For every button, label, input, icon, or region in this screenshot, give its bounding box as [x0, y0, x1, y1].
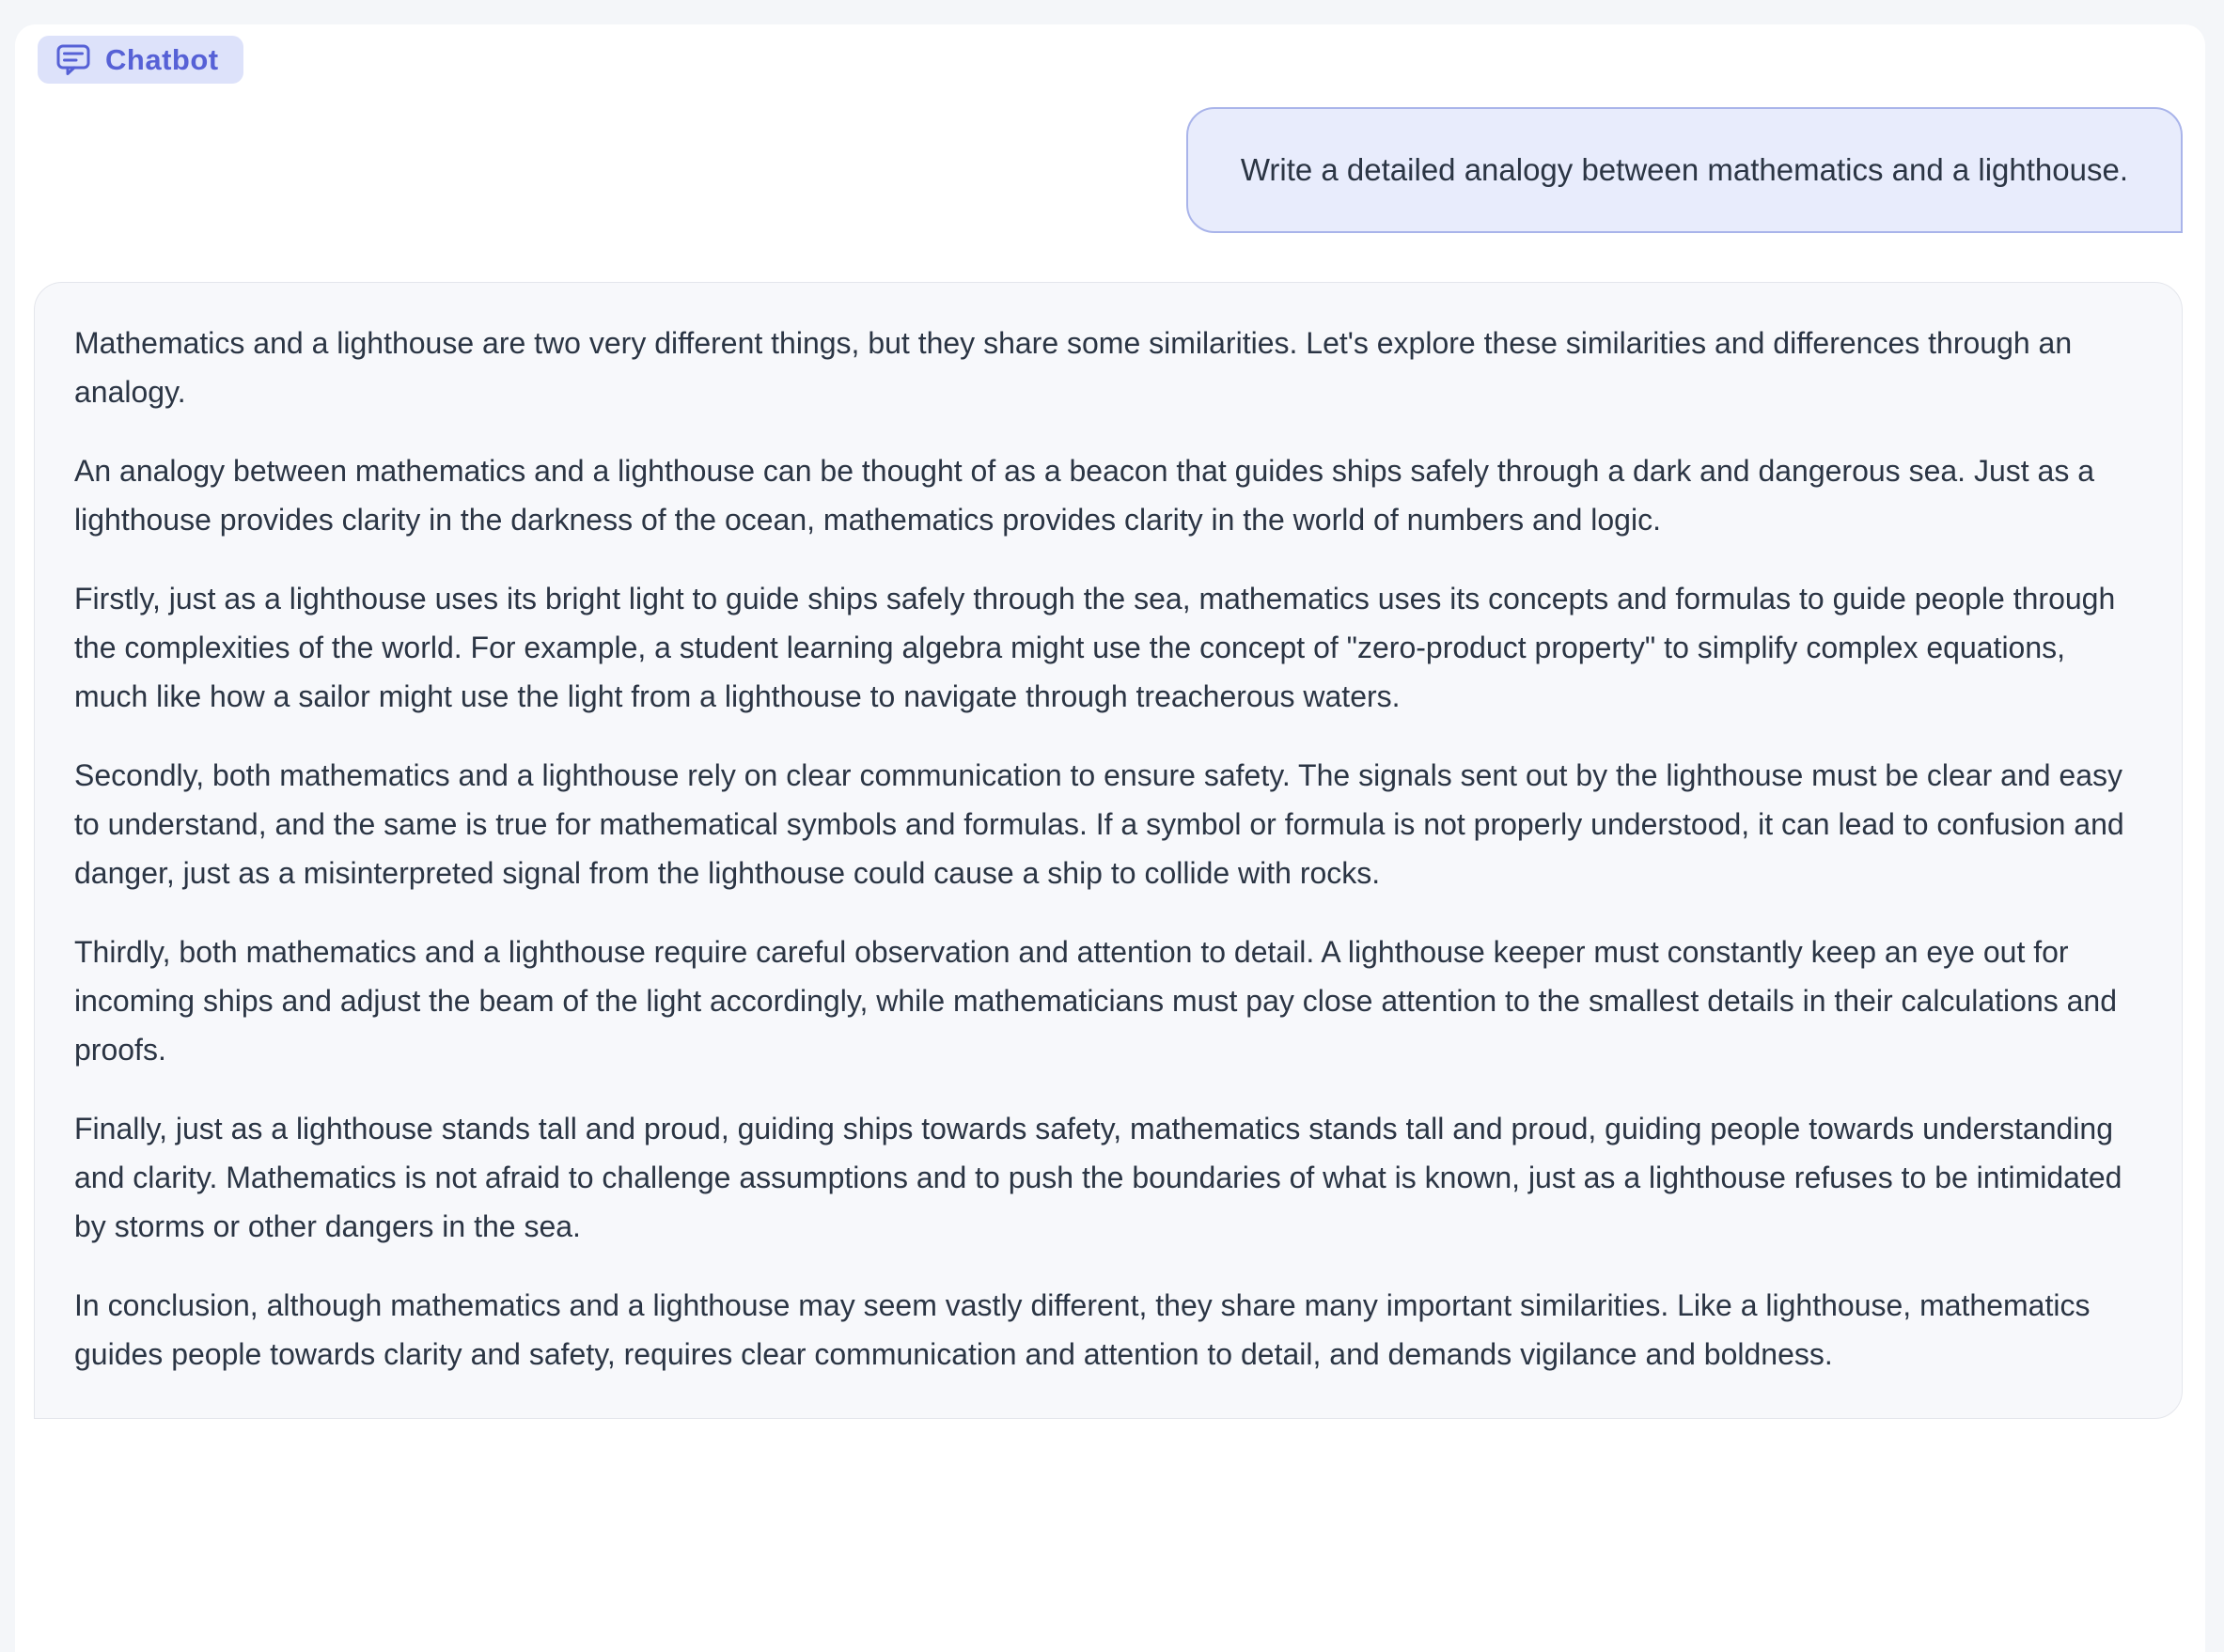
bot-paragraph: Firstly, just as a lighthouse uses its bright light to guide ships safely through the sea, mathematics uses its concepts and formulas to guide people through the complexities of the world. For example, a student learning algebra might use the concept of "zero-product property" to simplify complex equations, much like how a sailor might use the light from a lighthouse to navigate through treacherous waters.: [74, 582, 2116, 713]
chatbot-label-badge: [38, 36, 243, 84]
chat-panel: [15, 24, 2205, 1652]
bot-paragraph: An analogy between mathematics and a lighthouse can be thought of as a beacon that guides ships safely through a dark and dangerous sea. Just as a lighthouse provides clarity in the darkness of the ocean, mathematics provides clarity in the world of numbers and logic.: [74, 454, 2094, 537]
chatbot-label: Chatbot: [105, 42, 219, 76]
bot-paragraph: In conclusion, although mathematics and a lighthouse may seem vastly different, they share many important similarities. Like a lighthouse, mathematics guides people towards clarity and safety, requires clear communication and attention to detail, and demands vigilance and boldness.: [74, 1288, 2091, 1371]
user-message-bubble: [1186, 107, 2183, 233]
bot-paragraph: Thirdly, both mathematics and a lighthouse require careful observation and attention to detail. A lighthouse keeper must constantly keep an eye out for incoming ships and adjust the beam of the light accordingly, while mathematicians must pay close attention to the smallest details in their calculations and proofs.: [74, 935, 2118, 1067]
chat-bubble-icon: [56, 44, 90, 76]
bot-paragraph: Secondly, both mathematics and a lighthouse rely on clear communication to ensure safety. The signals sent out by the lighthouse must be clear and easy to understand, and the same is true for mathematical symbols and formulas. If a symbol or formula is not properly understood, it can lead to confusion and danger, just as a misinterpreted signal from the lighthouse could cause a ship to collide with rocks.: [74, 758, 2124, 890]
bot-message-card: [34, 282, 2183, 1419]
user-message-text: Write a detailed analogy between mathematics and a lighthouse.: [1240, 151, 2128, 187]
bot-paragraph: Mathematics and a lighthouse are two very different things, but they share some similarities. Let's explore these similarities and differences through an analogy.: [74, 326, 2073, 409]
bot-paragraph: Finally, just as a lighthouse stands tall and proud, guiding ships towards safety, mathematics stands tall and proud, guiding people towards understanding and clarity. Mathematics is not afraid to challenge assumptions and to push the boundaries of what is known, just as a lighthouse refuses to be intimidated by storms or other dangers in the sea.: [74, 1112, 2122, 1243]
